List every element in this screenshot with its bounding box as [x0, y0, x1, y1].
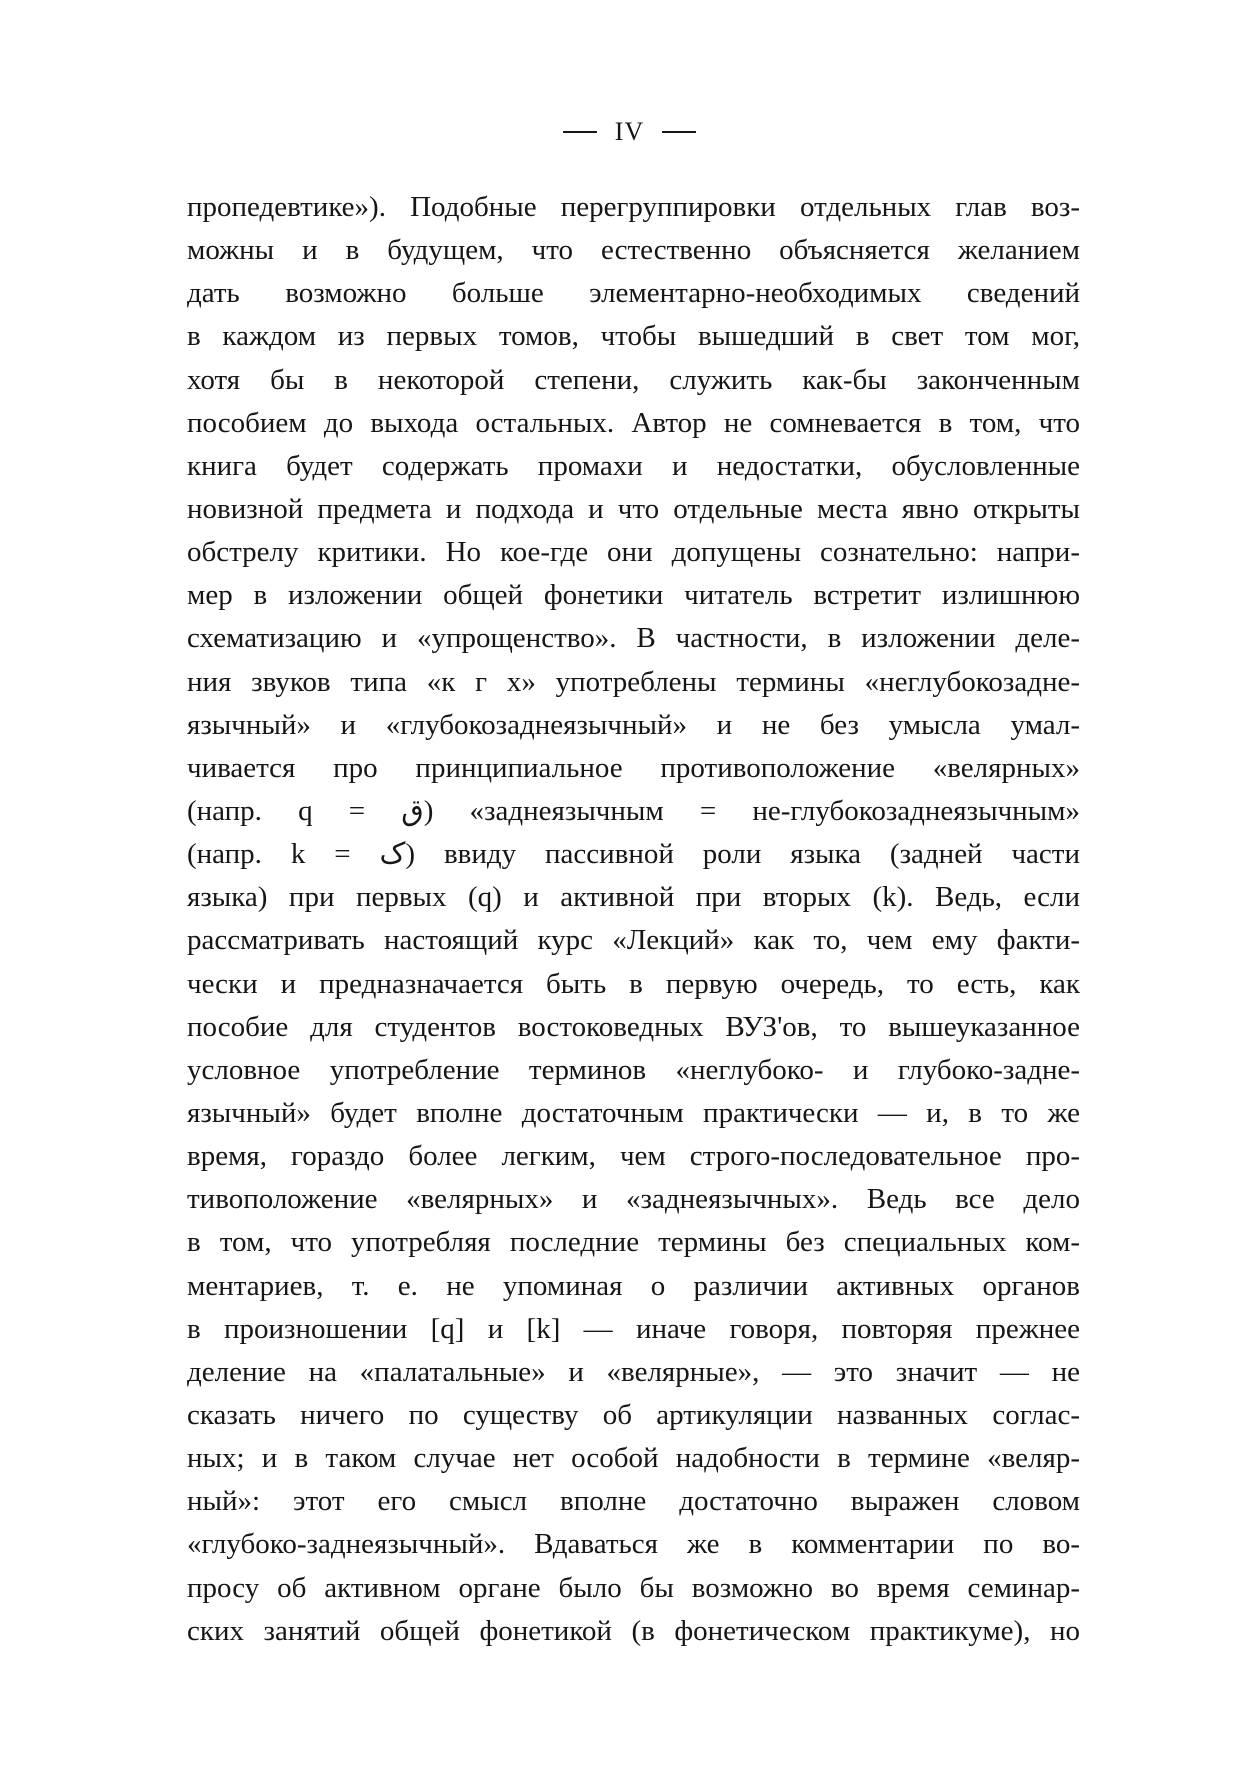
text-line: (напр. k = ک) ввиду пассивной роли языка (задней части	[187, 838, 1080, 871]
header-left-dash	[563, 131, 597, 133]
header-right-dash	[662, 131, 696, 133]
text-line: книга будет содержать промахи и недостатки, обусловленные	[187, 449, 1080, 482]
text-line: ских занятий общей фонетикой (в фонетическом практикуме), но	[187, 1614, 1080, 1647]
text-line: ных; и в таком случае нет особой надобности в термине «веляр-	[187, 1442, 1080, 1475]
text-line: ный»: этот его смысл вполне достаточно выражен словом	[187, 1485, 1080, 1518]
text-line: можны и в будущем, что естественно объясняется желанием	[187, 234, 1080, 267]
text-line: в произношении [q] и [k] — иначе говоря, повторяя прежнее	[187, 1312, 1080, 1345]
text-line: «глубоко-заднеязычный». Вдаваться же в комментарии по во-	[187, 1528, 1080, 1561]
page-number-header	[0, 112, 1259, 150]
body-paragraph	[187, 186, 1080, 1653]
text-line: пособием до выхода остальных. Автор не сомневается в том, что	[187, 406, 1080, 439]
text-line: рассматривать настоящий курс «Лекций» как то, чем ему факти-	[187, 924, 1080, 957]
text-line: ния звуков типа «к г х» употреблены термины «неглубокозадне-	[187, 665, 1080, 698]
text-line: обстрелу критики. Но кое-где они допущены сознательно: напри-	[187, 536, 1080, 569]
text-line: в каждом из первых томов, чтобы вышедший в свет том мог,	[187, 320, 1080, 353]
text-line: чивается про принципиальное противоположение «велярных»	[187, 751, 1080, 784]
text-line: схематизацию и «упрощенство». В частности, в изложении деле-	[187, 622, 1080, 655]
text-line: мер в изложении общей фонетики читатель встретит излишнюю	[187, 579, 1080, 612]
text-line: ментариев, т. е. не упоминая о различии активных органов	[187, 1269, 1080, 1302]
text-line: новизной предмета и подхода и что отдельные места явно открыты	[187, 492, 1080, 525]
text-line: время, гораздо более легким, чем строго-последовательное про-	[187, 1140, 1080, 1173]
text-line: язычный» будет вполне достаточным практически — и, в то же	[187, 1096, 1080, 1129]
text-line: чески и предназначается быть в первую очередь, то есть, как	[187, 967, 1080, 1000]
text-line: язычный» и «глубокозаднеязычный» и не без умысла умал-	[187, 708, 1080, 741]
text-line: в том, что употребляя последние термины без специальных ком-	[187, 1226, 1080, 1259]
text-line: просу об активном органе было бы возможно во время семинар-	[187, 1571, 1080, 1604]
text-line: (напр. q = ق) «заднеязычным = не-глубокозаднеязычным»	[187, 794, 1080, 827]
text-line: деление на «палатальные» и «велярные», — это значит — не	[187, 1355, 1080, 1388]
text-line: пособие для студентов востоковедных ВУЗ'ов, то вышеуказанное	[187, 1010, 1080, 1043]
text-line: дать возможно больше элементарно-необходимых сведений	[187, 277, 1080, 310]
text-line: сказать ничего по существу об артикуляции названных соглас-	[187, 1398, 1080, 1431]
text-line: тивоположение «велярных» и «заднеязычных». Ведь все дело	[187, 1183, 1080, 1216]
text-line: условное употребление терминов «неглубоко- и глубоко-задне-	[187, 1053, 1080, 1086]
text-line: языка) при первых (q) и активной при вторых (k). Ведь, если	[187, 881, 1080, 914]
page-number: IV	[614, 117, 645, 147]
text-line: хотя бы в некоторой степени, служить как-бы законченным	[187, 363, 1080, 396]
text-line: пропедевтике»). Подобные перегруппировки отдельных глав воз-	[187, 191, 1080, 223]
